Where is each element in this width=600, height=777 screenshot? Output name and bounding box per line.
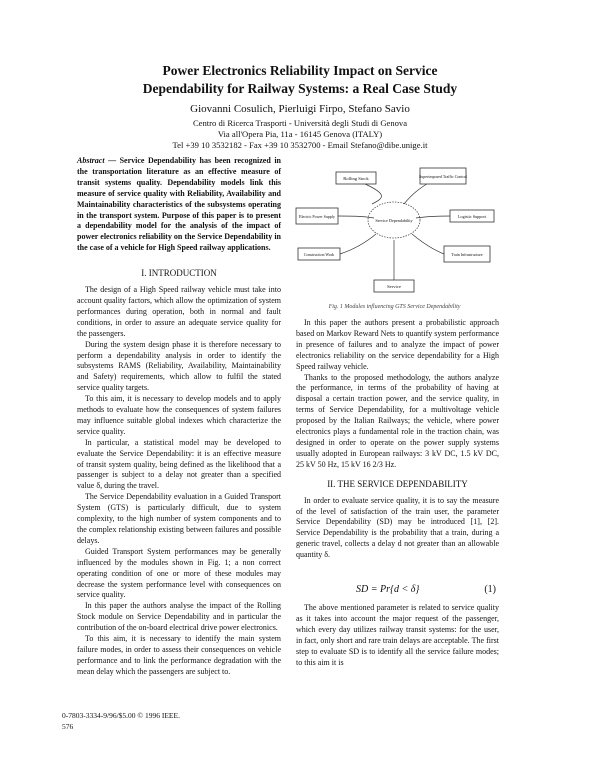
link-logistic	[416, 216, 452, 218]
node-traffic-control-label: Superimposed Traffic Control	[419, 174, 467, 179]
paper-title-line-1: Power Electronics Reliability Impact on Service	[162, 63, 438, 78]
node-construction-label: Construction Work	[303, 252, 335, 257]
section-heading-introduction: I. INTRODUCTION	[141, 268, 217, 279]
right-column-bottom	[296, 603, 499, 668]
intro-paragraph-1: The design of a High Speed railway vehicle must take into account quality factors, which allow the optimization of system performances during operation, both in normal and fault conditions, in order to assure an adequate service quality for the passengers.	[77, 285, 281, 338]
right-paragraph-3: In order to evaluate service quality, it is to say the measure of the level of satisfaction of the train user, the parameter Service Dependability (SD) may be introduced [1], [2]. Service Dependability is the probability that a train, during a generic travel, collects a delay d not greater than an allowable quantity δ.	[296, 495, 499, 560]
abstract-label: Abstract	[77, 156, 105, 165]
left-column	[77, 156, 281, 678]
intro-paragraph-7: In this paper the authors analyse the impact of the Rolling Stock module on Service Dependability and in particular the contribution of the on-board electrical drive power electronics.	[77, 601, 281, 633]
footer-page-number: 576	[62, 722, 74, 731]
center-label: Service Dependability	[375, 218, 413, 223]
link-infrastructure	[412, 234, 444, 254]
intro-paragraph-8: To this aim, it is necessary to identify the main system failure modes, in order to assess their consequences on vehicle performance and to link the performance degradation with the mean delay which the passengers are subject to.	[77, 634, 281, 676]
node-logistic-label: Logistic Support	[457, 214, 487, 219]
right-paragraph-2: Thanks to the proposed methodology, the authors analyze the performance, in terms of the probability of having at disposal a certain traction power, and the service quality, in terms of Service Dependability, for a multivoltage vehicle proposed by the Italian Railways; the vehicle, where power electronics plays a fundamental role in the traction chain, was designed in order to operate on the power supply systems usually adopted in European railways: 3 kV DC, 1.5 kV DC, 25 kV 50 Hz, 15 kV 16 2/3 Hz.	[296, 372, 499, 469]
right-paragraph-1: In this paper the authors present a probabilistic approach based on Markov Reward Nets to quantify system performance in presence of failures and to analyze the impact of power electronics reliability on the service dependability for a High Speed railway vehicle.	[296, 318, 499, 371]
figure-1-diagram	[292, 158, 497, 304]
abstract	[77, 156, 281, 254]
node-power-supply-label: Electric Power Supply	[299, 214, 335, 219]
equation-number: (1)	[484, 584, 496, 595]
abstract-text: — Service Dependability has been recognized in the transportation literature as an effective measure of transit systems quality. Dependability models link this measure of service quality with Reliability, Availability and Maintainability characteristics of the subsystems operating in the transport system. Purpose of this paper is to present a dependability model for the analysis of the impact of power electronics reliability on the Service Dependability in the case of a vehicle for High Speed railway applications.	[77, 156, 281, 253]
right-paragraph-4: The above mentioned parameter is related to service quality as it takes into account the major request of the passenger, which every day utilizes railway transit systems: for the user, in fact, only short and rare train delays are acceptable. The first step to evaluate SD is to identify all the service failure modes; to this aim it is	[296, 603, 499, 667]
intro-paragraph-4: In particular, a statistical model may be developed to evaluate the Service Dependability: it is an effective measure of transit system quality, being defined as the likelihood that a passenger is subject to a delay not greater than a specified value δ, during the travel.	[77, 437, 281, 491]
affiliation-line-1: Centro di Ricerca Trasporti - Università degli Studi di Genova	[192, 118, 408, 128]
section-heading-service-dependability: II. THE SERVICE DEPENDABILITY	[327, 478, 468, 489]
affiliation-line-3: Tel +39 10 3532182 - Fax +39 10 3532700 - Email Stefano@dibe.unige.it	[172, 140, 428, 150]
authors: Giovanni Cosulich, Pierluigi Firpo, Stefano Savio	[190, 103, 410, 115]
link-construction	[340, 234, 376, 254]
right-column-top	[296, 318, 499, 561]
affiliation-line-2: Via all'Opera Pia, 11a - 16145 Genova (ITALY)	[217, 129, 383, 139]
intro-paragraph-3: To this aim, it is necessary to develop models and to apply methods to evaluate how the consequences of system failures may influence suitable global indexes which characterize the service quality.	[77, 394, 281, 436]
footer-copyright: 0-7803-3334-9/96/$5.00 © 1996 IEEE.	[62, 711, 180, 720]
equation-text: SD = Pr{d < δ}	[356, 584, 420, 595]
figure-1-caption: Fig. 1 Modules influencing GTS Service Dependability	[328, 304, 461, 310]
node-infrastructure-label: Train Infrastructure	[451, 252, 483, 257]
node-service-label: Service	[387, 284, 401, 289]
intro-paragraph-2: During the system design phase it is therefore necessary to perform a dependability analysis in order to identify the subsystems RAMS (Reliability, Availability, Maintainability and Safety) requirements, which allow to fulfil the stated service quality targets.	[77, 339, 281, 393]
intro-paragraph-5: The Service Dependability evaluation in a Guided Transport System (GTS) is particularly difficult, due to system complexity, to the high number of system components and to the complex relationship existing between failures and possible delays.	[77, 492, 281, 545]
intro-paragraph-6: Guided Transport System performances may be generally influenced by the modules shown in Fig. 1; a non correct operating condition of one or more of these modules may decrease the system performance level with consequences on service quality.	[77, 546, 281, 600]
paper-title-line-2: Dependability for Railway Systems: a Real Case Study	[142, 81, 458, 96]
node-rolling-stock-label: Rolling Stock	[343, 176, 369, 181]
link-traffic-control	[404, 182, 430, 204]
